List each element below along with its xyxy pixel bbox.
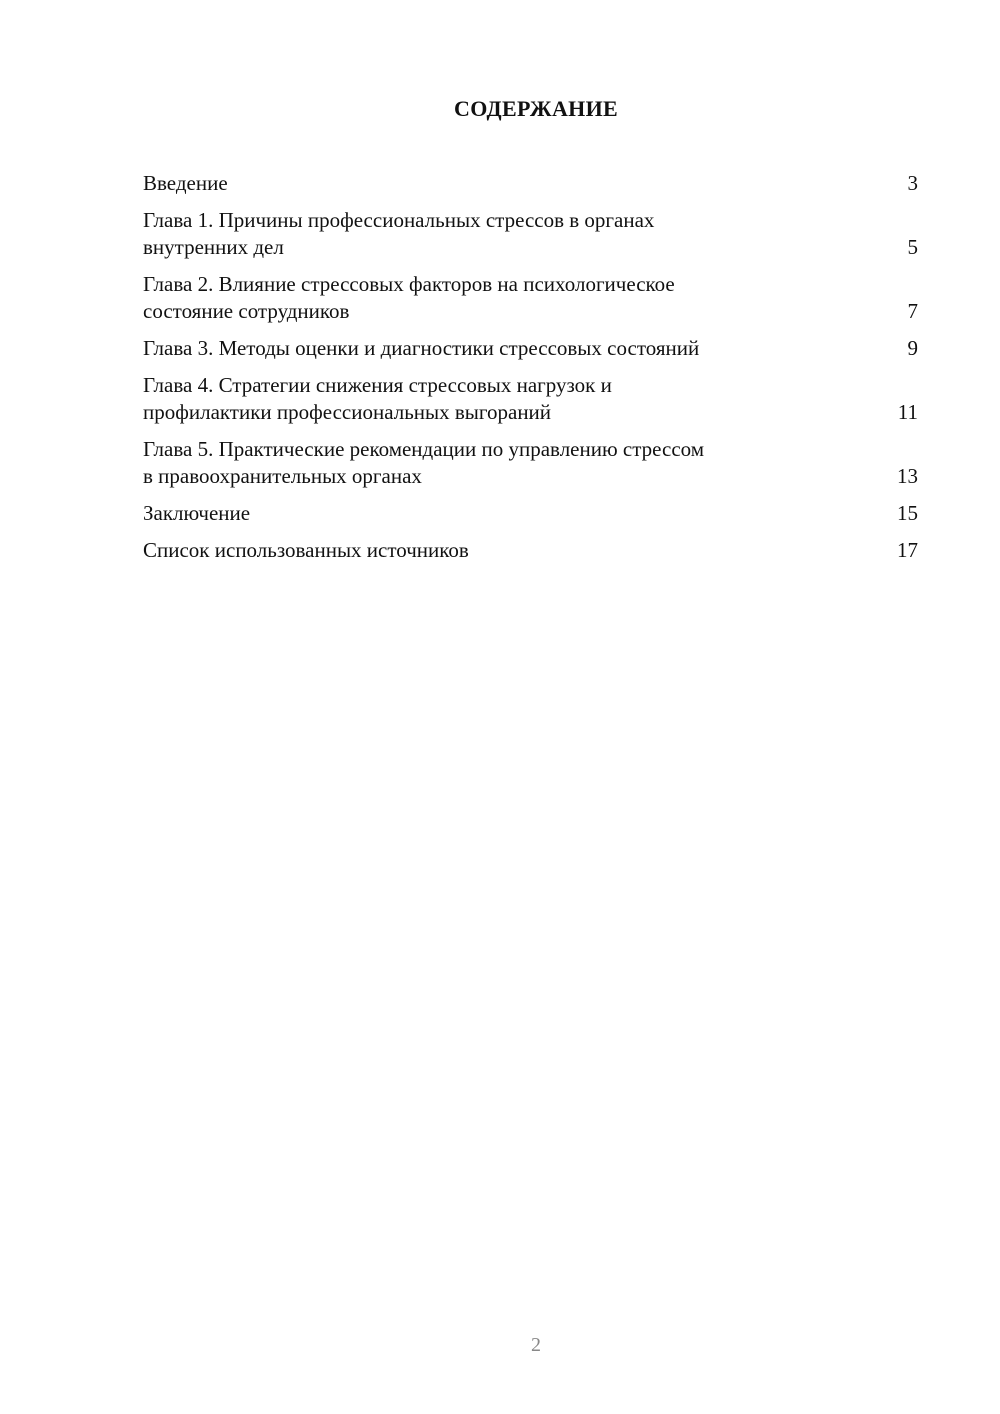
- toc-entry-chapter-1: [143, 207, 918, 261]
- toc-entry-chapter-3: [143, 335, 918, 362]
- toc-entry-page: 15: [897, 501, 918, 525]
- toc-entry-text: Заключение: [143, 501, 251, 525]
- page-number: 2: [531, 1334, 541, 1356]
- toc-entry-page: 3: [907, 171, 918, 195]
- toc-entry-page: 5: [907, 235, 918, 259]
- toc-entry-conclusion: [143, 500, 918, 527]
- toc-entry-chapter-2: [143, 271, 918, 325]
- toc-entry-text: Глава 3. Методы оценки и диагностики стрессовых состояний: [143, 336, 700, 360]
- toc-entry-introduction: [143, 170, 918, 197]
- toc-entry-text: Список использованных источников: [143, 538, 469, 562]
- toc-entry-page: 7: [907, 299, 918, 323]
- toc-entry-text: Глава 5. Практические рекомендации по управлению стрессом в правоохранительных органах: [143, 437, 705, 488]
- toc-entry-chapter-5: [143, 436, 918, 490]
- toc-entry-text: Глава 1. Причины профессиональных стрессов в органах внутренних дел: [143, 208, 655, 259]
- toc-entry-page: 9: [907, 336, 918, 360]
- table-of-contents: [143, 170, 918, 574]
- toc-entry-text: Глава 2. Влияние стрессовых факторов на психологическое состояние сотрудников: [143, 272, 675, 323]
- toc-entry-text: Глава 4. Стратегии снижения стрессовых нагрузок и профилактики профессиональных выгораний: [143, 373, 612, 424]
- page-title: СОДЕРЖАНИЕ: [454, 96, 618, 121]
- toc-entry-chapter-4: [143, 372, 918, 426]
- toc-entry-text: Введение: [143, 171, 228, 195]
- toc-entry-page: 13: [897, 464, 918, 488]
- toc-entry-page: 11: [897, 400, 918, 424]
- toc-entry-references: [143, 537, 918, 564]
- toc-entry-page: 17: [897, 538, 918, 562]
